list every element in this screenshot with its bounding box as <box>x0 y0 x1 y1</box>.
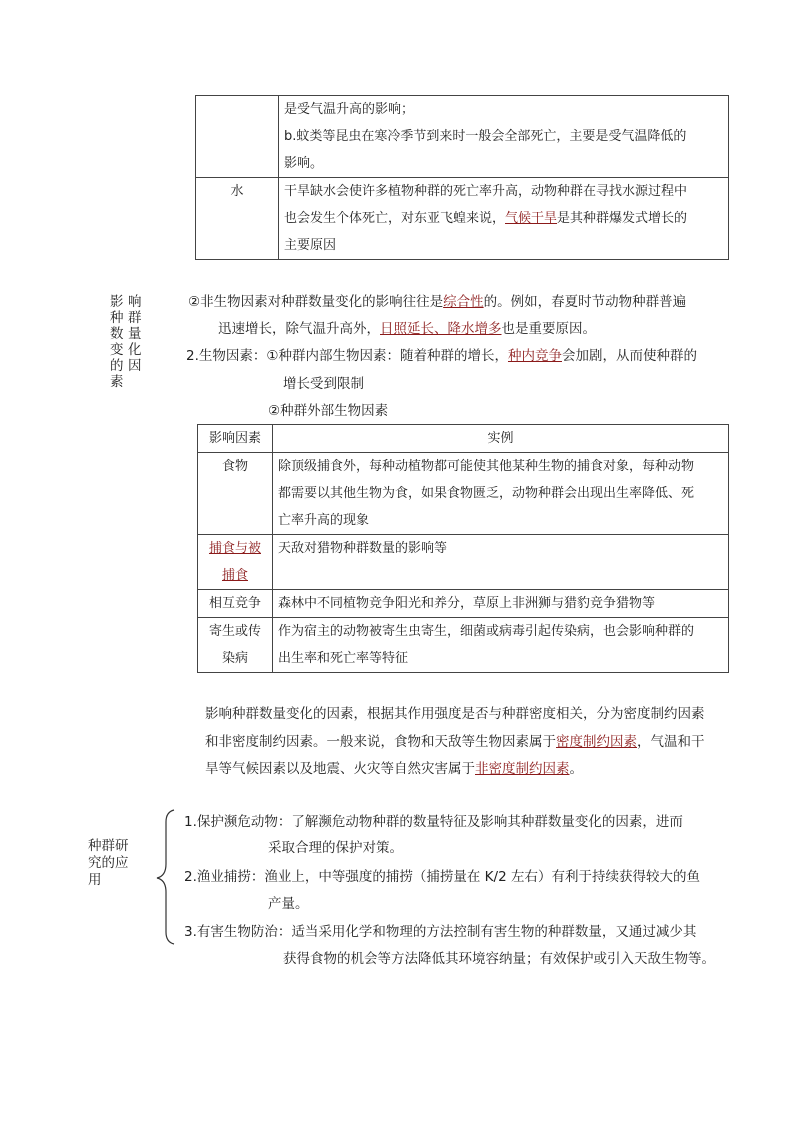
key-term: 气候干旱 <box>505 211 558 226</box>
app-2-line-1: 2.渔业捕捞：渔业上，中等强度的捕捞（捕捞量在 K/2 左右）有利于持续获得较大的鱼 <box>184 869 700 885</box>
text-line: 染病 <box>221 651 248 666</box>
side-char: 变 <box>110 342 124 358</box>
density-line-2 <box>205 730 705 750</box>
table-row <box>198 453 729 535</box>
text-line: 出生率和死亡率等特征 <box>278 651 409 666</box>
side-char: 影 <box>110 294 124 310</box>
key-term: 密度制约因素 <box>556 734 637 750</box>
text-line <box>284 205 723 232</box>
text-span: 。 <box>569 761 583 777</box>
table-row <box>198 535 729 590</box>
text-line: 是受气温升高的影响； <box>284 102 415 117</box>
example-cell <box>273 590 729 618</box>
header-example: 实例 <box>273 425 729 453</box>
side-char: 数 <box>110 326 124 342</box>
side-label-applications <box>88 838 129 889</box>
key-term: 种内竞争 <box>507 348 562 364</box>
side-char: 种 <box>110 310 124 326</box>
header-factor: 影响因素 <box>198 425 273 453</box>
app-1-line-2: 采取合理的保护对策。 <box>268 840 403 856</box>
side-char: 素 <box>110 374 124 390</box>
key-term: 降水增多 <box>447 321 502 337</box>
density-line-3 <box>205 757 583 777</box>
text-span: 2.生物因素：①种群内部生物因素：随着种群的增长， <box>186 348 508 364</box>
side-char: 量 <box>128 326 142 342</box>
text-span: ②非生物因素对种群数量变化的影响往往是 <box>188 294 444 310</box>
brace-icon <box>154 808 178 946</box>
key-term: 日照延长 <box>380 321 434 337</box>
biotic-line-2: 增长受到限制 <box>283 376 364 392</box>
table-row <box>198 590 729 618</box>
text-line: 作为宿主的动物被寄生虫寄生，细菌或病毒引起传染病，也会影响种群的 <box>278 624 695 639</box>
text-line: 森林中不同植物竞争阳光和养分，草原上非洲狮与猎豹竞争猎物等 <box>278 596 656 611</box>
table-row <box>196 178 729 260</box>
biotic-line-3: ②种群外部生物因素 <box>268 403 389 419</box>
example-cell <box>273 618 729 673</box>
text-line: 寄生或传 <box>208 624 261 639</box>
side-char: 群 <box>128 310 142 326</box>
abiotic-line-1 <box>188 290 686 310</box>
example-cell <box>279 178 729 260</box>
factor-cell: 食物 <box>198 453 273 535</box>
table-row <box>196 96 729 178</box>
text-span: 迅速增长，除气温升高外， <box>218 321 380 337</box>
factor-cell <box>196 96 279 178</box>
text-line: 都需要以其他生物为食，如果食物匮乏，动物种群会出现出生率降低、死 <box>278 486 695 501</box>
text-span: ，气温和干 <box>637 734 705 750</box>
app-3-line-2: 获得食物的机会等方法降低其环境容纳量；有效保护或引入天敌生物等。 <box>283 951 715 967</box>
app-2-line-2: 产量。 <box>268 896 309 912</box>
text-line: 干旱缺水会使许多植物种群的死亡率升高，动物种群在寻找水源过程中 <box>284 184 688 199</box>
text-line: 天敌对猎物种群数量的影响等 <box>278 541 448 556</box>
factor-cell <box>198 535 273 590</box>
text-line: 主要原因 <box>284 238 337 253</box>
key-term: 非密度制约因素 <box>475 761 570 777</box>
factor-cell: 水 <box>196 178 279 260</box>
side-char: 响 <box>128 294 142 310</box>
text-span: 和非密度制约因素。一般来说，食物和天敌等生物因素属于 <box>205 734 556 750</box>
text-span: 的。例如，春夏时节动物种群普遍 <box>483 294 687 310</box>
factor-cell: 相互竞争 <box>198 590 273 618</box>
example-cell <box>273 453 729 535</box>
side-line: 究的应 <box>88 855 129 871</box>
abiotic-line-2 <box>218 317 596 337</box>
key-term: 捕食与被 <box>208 541 261 556</box>
key-term: 综合性 <box>443 294 484 310</box>
key-term: 捕食 <box>221 568 248 583</box>
side-label-factors <box>110 294 126 390</box>
app-3-line-1: 3.有害生物防治：适当采用化学和物理的方法控制有害生物的种群数量，又通过减少其 <box>184 924 697 940</box>
side-char: 化 <box>128 342 142 358</box>
climate-water-table <box>195 95 729 260</box>
text-line: 影响。 <box>284 156 324 171</box>
side-line: 用 <box>88 872 102 888</box>
text-span: 也是重要原因。 <box>501 321 596 337</box>
side-char: 的 <box>110 358 124 374</box>
text-line: b.蚊类等昆虫在寒冷季节到来时一般会全部死亡，主要是受气温降低的 <box>284 129 687 144</box>
density-line-1: 影响种群数量变化的因素，根据其作用强度是否与种群密度相关，分为密度制约因素 <box>205 706 705 722</box>
key-term-sep: 、 <box>434 321 448 337</box>
text-span: 旱等气候因素以及地震、火灾等自然灾害属于 <box>205 761 475 777</box>
factor-cell <box>198 618 273 673</box>
app-1-line-1: 1.保护濒危动物：了解濒危动物种群的数量特征及影响其种群数量变化的因素，进而 <box>184 814 683 830</box>
text-span: 会加剧，从而使种群的 <box>561 348 697 364</box>
biotic-factor-table <box>197 424 729 673</box>
text-line: 亡率升高的现象 <box>278 513 370 528</box>
side-char: 因 <box>128 358 142 374</box>
table-header-row <box>198 425 729 453</box>
biotic-line-1 <box>186 344 697 364</box>
side-label-factors-col2 <box>128 294 144 374</box>
text-line: 除顶级捕食外，每种动植物都可能使其他某种生物的捕食对象，每种动物 <box>278 459 695 474</box>
text-span: 是其种群爆发式增长的 <box>557 211 688 226</box>
table-row <box>198 618 729 673</box>
side-line: 种群研 <box>88 838 129 854</box>
example-cell <box>279 96 729 178</box>
example-cell <box>273 535 729 590</box>
text-span: 也会发生个体死亡，对东亚飞蝗来说， <box>284 211 506 226</box>
